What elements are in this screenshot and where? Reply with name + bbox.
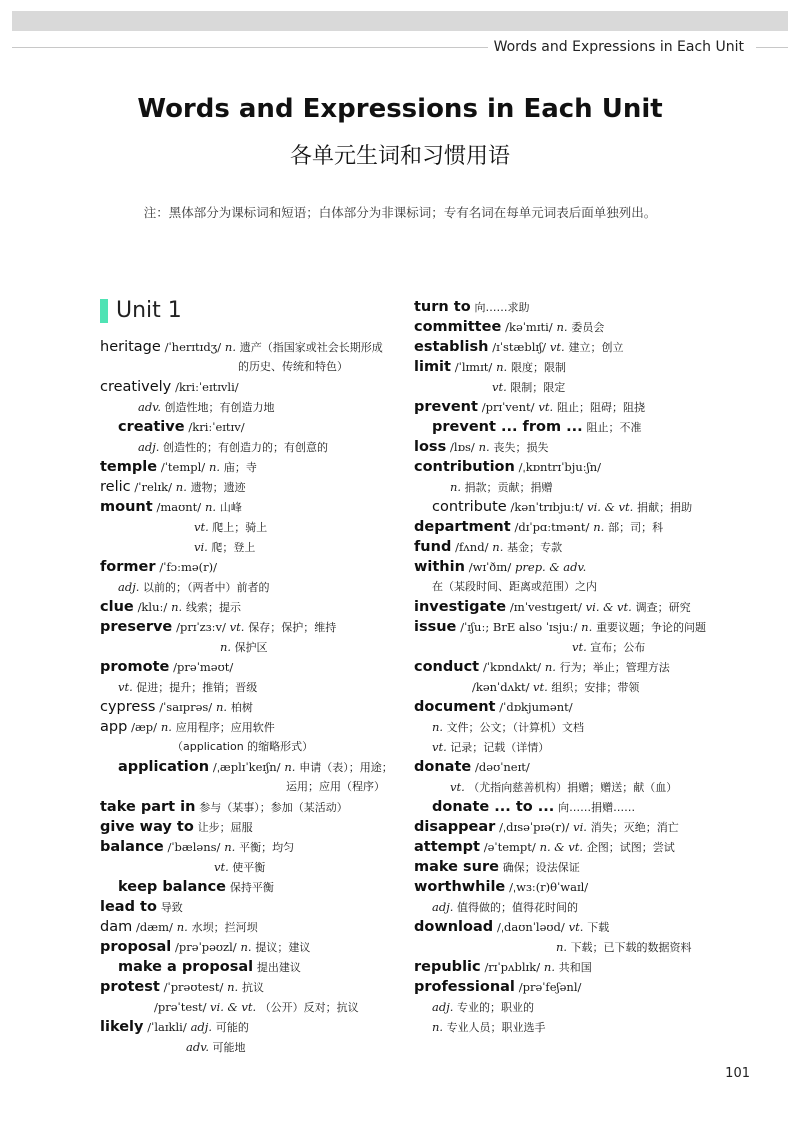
definition: 庙；寺 — [223, 461, 257, 474]
phonetic: /kəˈmɪti/ — [505, 320, 553, 334]
definition: 阻止；阻碍；阻挠 — [556, 401, 645, 414]
entry-continuation — [100, 677, 400, 697]
definition: 捐献；捐助 — [637, 501, 693, 514]
definition: 柏树 — [230, 701, 253, 714]
part-of-speech: vt. — [549, 340, 565, 354]
part-of-speech: vt. — [432, 740, 447, 754]
definition: （尤指向慈善机构）捐赠；赠送；献（血） — [468, 781, 678, 794]
entry — [414, 877, 744, 897]
entry — [100, 457, 400, 477]
entry-continuation — [414, 377, 744, 397]
part-of-speech: adj. — [118, 580, 140, 594]
definition: 丧失；损失 — [493, 441, 549, 454]
definition: 的历史、传统和特色） — [238, 360, 348, 373]
entry — [414, 797, 744, 817]
part-of-speech: vt. — [118, 680, 133, 694]
entry — [100, 897, 400, 917]
entry — [100, 657, 400, 677]
definition: 促进；提升；推销；晋级 — [136, 681, 258, 694]
phonetic: /ˈbæləns/ — [167, 840, 221, 854]
phonetic: /kənˈtrɪbjuːt/ — [510, 500, 584, 514]
entry — [100, 337, 400, 357]
headword: fund — [414, 539, 452, 555]
entry-continuation — [414, 637, 744, 657]
part-of-speech: n. — [224, 340, 236, 354]
definition: 组织；安排；带领 — [551, 681, 640, 694]
headword: former — [100, 559, 156, 575]
entry — [100, 917, 400, 937]
definition: 保存；保护；维持 — [248, 621, 337, 634]
phonetic: /rɪˈpʌblɪk/ — [484, 960, 541, 974]
headword: donate — [414, 759, 472, 775]
header-rule-left — [12, 47, 488, 48]
part-of-speech: n. — [450, 480, 462, 494]
part-of-speech: n. — [593, 520, 605, 534]
definition: 申请（表）；用途； — [299, 761, 393, 774]
entry — [100, 837, 400, 857]
part-of-speech: prep. & adv. — [515, 560, 587, 574]
entry — [414, 497, 744, 517]
headword: conduct — [414, 659, 480, 675]
entry — [100, 617, 400, 637]
part-of-speech: n. — [543, 960, 555, 974]
definition: （application 的缩略形式） — [172, 740, 314, 753]
definition: 专业的；职业的 — [456, 1001, 534, 1014]
entry — [414, 397, 744, 417]
entry — [100, 757, 400, 777]
entry-continuation — [414, 577, 744, 597]
definition: 值得做的；值得花时间的 — [456, 901, 578, 914]
definition: 参与（某事）；参加（某活动） — [199, 801, 348, 814]
entry-continuation — [100, 777, 400, 797]
part-of-speech: n. — [227, 980, 239, 994]
headword: contribution — [414, 459, 515, 475]
entry — [414, 857, 744, 877]
entry — [414, 297, 744, 317]
phonetic: /dæm/ — [136, 920, 173, 934]
entry — [100, 477, 400, 497]
entry — [414, 957, 744, 977]
headword: department — [414, 519, 511, 535]
entry — [414, 557, 744, 577]
definition: 下载；已下载的数据资料 — [570, 941, 692, 954]
headword: attempt — [414, 839, 480, 855]
entry-continuation — [414, 477, 744, 497]
top-bar — [12, 11, 788, 31]
definition: 运用；应用（程序） — [286, 780, 385, 793]
entry-continuation — [100, 997, 400, 1017]
entry — [100, 817, 400, 837]
definition: 委员会 — [571, 321, 605, 334]
headword: establish — [414, 339, 489, 355]
headword: limit — [414, 359, 451, 375]
headword: promote — [100, 659, 170, 675]
definition: 平衡；均匀 — [239, 841, 295, 854]
definition: 水坝；拦河坝 — [191, 921, 258, 934]
entry — [100, 417, 400, 437]
phonetic: /ˈtempl/ — [160, 460, 206, 474]
phonetic: /wɪˈðɪn/ — [468, 560, 512, 574]
entry-continuation — [100, 397, 400, 417]
headword: loss — [414, 439, 447, 455]
definition: 创造性的；有创造力的；有创意的 — [162, 441, 328, 454]
headword: investigate — [414, 599, 507, 615]
entry — [100, 377, 400, 397]
phonetic: /ˈlɪmɪt/ — [454, 360, 493, 374]
part-of-speech: vt. — [492, 380, 507, 394]
part-of-speech: n. — [240, 940, 252, 954]
part-of-speech: vi. & vt. — [585, 600, 632, 614]
entry-continuation — [100, 537, 400, 557]
definition: 阻止；不准 — [586, 421, 642, 434]
definition: 部；司；科 — [608, 521, 664, 534]
entry — [100, 797, 400, 817]
entry — [414, 917, 744, 937]
unit-label: Unit 1 — [116, 298, 182, 323]
definition: 让步；屈服 — [197, 821, 253, 834]
headword: proposal — [100, 939, 172, 955]
definition: 行为；举止；管理方法 — [559, 661, 670, 674]
headword: creatively — [100, 379, 172, 395]
note: 注：黑体部分为课标词和短语；白体部分为非课标词；专有名词在每单元词表后面单独列出。 — [143, 205, 657, 220]
phonetic: /lɒs/ — [450, 440, 475, 454]
entry — [414, 597, 744, 617]
definition: 建立；创立 — [568, 341, 624, 354]
part-of-speech: vt. — [194, 520, 209, 534]
headword: donate ... to ... — [432, 799, 555, 815]
page-title: Words and Expressions in Each Unit — [137, 94, 663, 124]
headword: mount — [100, 499, 153, 515]
part-of-speech: vi. — [194, 540, 208, 554]
phonetic: /ˈprəʊtest/ — [163, 980, 224, 994]
running-head: Words and Expressions in Each Unit — [493, 39, 744, 55]
entry-continuation — [414, 937, 744, 957]
part-of-speech: n. — [432, 720, 444, 734]
headword: likely — [100, 1019, 144, 1035]
definition: 提议；建议 — [255, 941, 311, 954]
phonetic: /prəˈtest/ — [154, 1000, 207, 1014]
headword: professional — [414, 979, 515, 995]
headword: worthwhile — [414, 879, 506, 895]
entry-continuation — [100, 637, 400, 657]
phonetic: /ɪˈstæblɪʃ/ — [492, 340, 547, 354]
headword: make a proposal — [118, 959, 254, 975]
unit-marker — [100, 299, 108, 323]
part-of-speech: n. — [496, 360, 508, 374]
phonetic: /kluː/ — [137, 600, 168, 614]
entry — [414, 437, 744, 457]
headword: prevent ... from ... — [432, 419, 583, 435]
entry-continuation — [414, 677, 744, 697]
phonetic: /ˌdaʊnˈləʊd/ — [496, 920, 565, 934]
definition: 抗议 — [242, 981, 265, 994]
phonetic: /kriːˈeɪtɪvli/ — [175, 380, 239, 394]
header-rule-right — [756, 47, 788, 48]
entry-continuation — [100, 1037, 400, 1057]
part-of-speech: adv. — [186, 1040, 210, 1054]
entry — [100, 717, 400, 737]
definition: 基金；专款 — [507, 541, 563, 554]
definition: 可能地 — [212, 1041, 246, 1054]
phonetic: /dɪˈpɑːtmənt/ — [514, 520, 590, 534]
entry — [414, 337, 744, 357]
entry — [414, 417, 744, 437]
entry — [100, 497, 400, 517]
part-of-speech: n. — [160, 720, 172, 734]
definition: 捐款；贡献；捐赠 — [464, 481, 553, 494]
entry — [414, 457, 744, 477]
part-of-speech: vt. — [568, 920, 584, 934]
phonetic: /ˈrelɪk/ — [134, 480, 172, 494]
phonetic: /fʌnd/ — [455, 540, 489, 554]
headword: cypress — [100, 699, 156, 715]
phonetic: /æp/ — [131, 720, 158, 734]
headword: download — [414, 919, 494, 935]
phonetic: /ˌwɜː(r)θˈwaɪl/ — [509, 880, 589, 894]
entry — [414, 757, 744, 777]
headword: creative — [118, 419, 185, 435]
entry-continuation — [414, 737, 744, 757]
definition: （公开）反对；抗议 — [259, 1001, 359, 1014]
entry — [414, 517, 744, 537]
phonetic: /ˈsaɪprəs/ — [159, 700, 213, 714]
headword: make sure — [414, 859, 499, 875]
definition: 消失；灭绝；消亡 — [590, 821, 679, 834]
headword: issue — [414, 619, 457, 635]
part-of-speech: vt. — [533, 680, 548, 694]
headword: committee — [414, 319, 502, 335]
headword: heritage — [100, 339, 161, 355]
phonetic: /dəʊˈneɪt/ — [475, 760, 530, 774]
entry-continuation — [414, 717, 744, 737]
phonetic: /ˌæplɪˈkeɪʃn/ — [212, 760, 281, 774]
headword: disappear — [414, 819, 496, 835]
definition: 使平衡 — [232, 861, 266, 874]
headword: app — [100, 719, 128, 735]
part-of-speech: n. — [209, 460, 221, 474]
part-of-speech: vt. — [229, 620, 245, 634]
definition: 专业人员；职业选手 — [446, 1021, 546, 1034]
part-of-speech: n. — [176, 920, 188, 934]
definition: 重要议题；争论的问题 — [596, 621, 707, 634]
headword: take part in — [100, 799, 196, 815]
definition: 企图；试图；尝试 — [586, 841, 675, 854]
entry — [100, 957, 400, 977]
headword: clue — [100, 599, 134, 615]
part-of-speech: n. — [224, 840, 236, 854]
part-of-speech: n. — [432, 1020, 444, 1034]
entry-continuation — [100, 737, 400, 757]
definition: 遗产（指国家或社会长期形成 — [239, 341, 383, 354]
entry-continuation — [414, 1017, 744, 1037]
right-column — [414, 297, 744, 1037]
entry-continuation — [414, 897, 744, 917]
definition: 在（某段时间、距离或范围）之内 — [432, 580, 597, 593]
entry — [414, 357, 744, 377]
headword: protest — [100, 979, 160, 995]
part-of-speech: n. — [492, 540, 504, 554]
part-of-speech: n. — [556, 940, 568, 954]
phonetic: /ˈfɔːmə(r)/ — [159, 560, 218, 574]
definition: 确保；设法保证 — [502, 861, 580, 874]
headword: republic — [414, 959, 481, 975]
definition: 爬上；骑上 — [212, 521, 268, 534]
definition: 下载 — [587, 921, 610, 934]
phonetic: /əˈtempt/ — [483, 840, 536, 854]
part-of-speech: adj. — [432, 1000, 454, 1014]
definition: 记录；记载（详情） — [450, 741, 550, 754]
entry — [100, 937, 400, 957]
entry-continuation — [100, 517, 400, 537]
part-of-speech: vt. — [572, 640, 587, 654]
part-of-speech: n. — [556, 320, 568, 334]
definition: 提出建议 — [256, 961, 301, 974]
part-of-speech: vi. & vt. — [587, 500, 634, 514]
phonetic: /kriːˈeɪtɪv/ — [188, 420, 245, 434]
definition: 向……求助 — [474, 301, 530, 314]
entry — [414, 817, 744, 837]
entry — [100, 697, 400, 717]
part-of-speech: n. — [581, 620, 593, 634]
entry-continuation — [414, 777, 744, 797]
phonetic: /ˌkɒntrɪˈbjuːʃn/ — [518, 460, 601, 474]
headword: lead to — [100, 899, 157, 915]
definition: 以前的；（两者中）前者的 — [142, 581, 270, 594]
part-of-speech: vt. — [538, 400, 554, 414]
definition: 向……捐赠…… — [558, 801, 636, 814]
phonetic: /ˈdɒkjumənt/ — [499, 700, 573, 714]
headword: relic — [100, 479, 131, 495]
definition: 限制；限定 — [510, 381, 566, 394]
entry — [100, 557, 400, 577]
part-of-speech: vt. — [214, 860, 229, 874]
phonetic: /ˌdɪsəˈpɪə(r)/ — [499, 820, 570, 834]
definition: 应用程序；应用软件 — [175, 721, 275, 734]
headword: temple — [100, 459, 158, 475]
headword: document — [414, 699, 496, 715]
definition: 遗物；遗迹 — [190, 481, 246, 494]
part-of-speech: n. — [204, 500, 217, 514]
definition: 导致 — [160, 901, 183, 914]
part-of-speech: adj. — [190, 1020, 213, 1034]
part-of-speech: vi. & vt. — [210, 1000, 257, 1014]
entry — [414, 657, 744, 677]
definition: 爬；登上 — [211, 541, 256, 554]
entry-continuation — [100, 857, 400, 877]
part-of-speech: adv. — [138, 400, 162, 414]
headword: dam — [100, 919, 133, 935]
phonetic: /ˈherɪtɪdʒ/ — [164, 340, 222, 354]
entry — [414, 617, 744, 637]
entry — [100, 977, 400, 997]
part-of-speech: n. — [284, 760, 296, 774]
phonetic: /prɪˈzɜːv/ — [176, 620, 226, 634]
part-of-speech: n. — [216, 700, 228, 714]
headword: contribute — [432, 499, 507, 515]
part-of-speech: vt. — [450, 780, 465, 794]
phonetic: /prəˈməʊt/ — [173, 660, 234, 674]
entry — [414, 537, 744, 557]
part-of-speech: n. — [478, 440, 490, 454]
entry-continuation — [414, 997, 744, 1017]
definition: 共和国 — [558, 961, 592, 974]
entry — [414, 317, 744, 337]
definition: 文件；公文；（计算机）文档 — [446, 721, 585, 734]
left-column — [100, 337, 400, 1057]
entry — [414, 697, 744, 717]
entry — [414, 977, 744, 997]
definition: 可能的 — [215, 1021, 249, 1034]
part-of-speech: n. & vt. — [539, 840, 583, 854]
headword: within — [414, 559, 465, 575]
headword: prevent — [414, 399, 478, 415]
entry — [100, 877, 400, 897]
entry-continuation — [100, 577, 400, 597]
headword: application — [118, 759, 210, 775]
definition: 保持平衡 — [229, 881, 274, 894]
definition: 创造性地；有创造力地 — [164, 401, 275, 414]
definition: 线索；提示 — [185, 601, 241, 614]
entry-continuation — [100, 357, 400, 377]
definition: 调查；研究 — [635, 601, 691, 614]
headword: give way to — [100, 819, 194, 835]
headword: balance — [100, 839, 164, 855]
phonetic: /prɪˈvent/ — [481, 400, 535, 414]
page-number: 101 — [725, 1066, 750, 1081]
part-of-speech: n. — [220, 640, 232, 654]
part-of-speech: vi. — [573, 820, 587, 834]
phonetic: /prəˈfeʃənl/ — [518, 980, 582, 994]
headword: keep balance — [118, 879, 227, 895]
unit-heading — [100, 298, 182, 324]
part-of-speech: n. — [175, 480, 187, 494]
definition: 宣布；公布 — [590, 641, 646, 654]
headword: turn to — [414, 299, 471, 315]
entry — [100, 597, 400, 617]
definition: 山峰 — [219, 501, 242, 514]
entry — [100, 1017, 400, 1037]
phonetic: /maʊnt/ — [156, 500, 202, 514]
phonetic: /prəˈpəʊzl/ — [175, 940, 237, 954]
part-of-speech: n. — [171, 600, 183, 614]
part-of-speech: n. — [544, 660, 556, 674]
phonetic: /ˈɪʃuː; BrE also ˈɪsjuː/ — [460, 620, 578, 634]
part-of-speech: adj. — [138, 440, 160, 454]
headword: preserve — [100, 619, 173, 635]
part-of-speech: adj. — [432, 900, 454, 914]
entry-continuation — [100, 437, 400, 457]
page-subtitle: 各单元生词和习惯用语 — [289, 144, 510, 169]
phonetic: /ˈlaɪkli/ — [147, 1020, 187, 1034]
definition: 保护区 — [234, 641, 268, 654]
definition: 限度；限制 — [510, 361, 566, 374]
phonetic: /kənˈdʌkt/ — [472, 680, 530, 694]
entry — [414, 837, 744, 857]
phonetic: /ɪnˈvestɪɡeɪt/ — [509, 600, 582, 614]
phonetic: /ˈkɒndʌkt/ — [482, 660, 542, 674]
